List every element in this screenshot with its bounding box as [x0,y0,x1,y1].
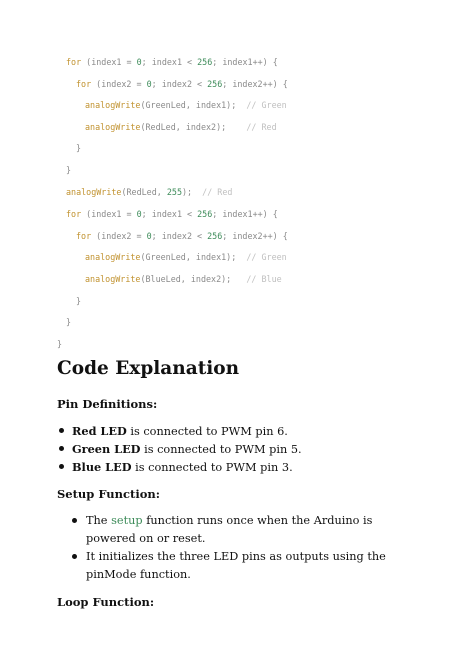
code-text: (RedLed, [121,187,167,197]
code-text: } [76,143,82,153]
code-text: } [57,339,63,349]
bullet-icon [59,428,64,433]
code-text: ; index1++) { [212,209,278,219]
code-line [85,99,287,111]
code-line [85,251,287,263]
code-line [66,56,278,68]
code-text: ; index2++) { [222,231,288,241]
code-text: ); [182,187,203,197]
code-text: (index2 = [91,79,147,89]
code-text: (index2 = [91,231,147,241]
code-line [66,316,71,328]
code-text: ; index2 < [151,231,208,241]
code-line [76,230,288,242]
bullet-icon [72,518,77,523]
bullet-icon [59,464,64,469]
code-text: (GreenLed, index1); [140,252,247,262]
code-text: (index1 = [81,57,137,67]
bullet-icon [59,446,64,451]
code-number: 256 [197,57,213,67]
code-text: } [66,317,72,327]
code-text: ; index1 < [141,209,198,219]
code-text: ; index2 < [151,79,208,89]
bullet-icon [72,554,77,559]
list-item [72,422,432,441]
code-keyword: for [76,231,92,241]
code-number: 0 [146,79,152,89]
pin-definitions-heading: Pin Definitions: [57,397,158,411]
code-keyword: analogWrite [66,187,122,197]
code-line [85,121,277,133]
setup-function-heading: Setup Function: [57,487,160,501]
code-comment: // Green [246,100,287,110]
list-item [72,458,432,477]
code-number: 255 [166,187,182,197]
code-line [76,295,81,307]
code-keyword: analogWrite [85,274,141,284]
code-text: ; index2++) { [222,79,288,89]
code-line [76,142,81,154]
code-keyword: analogWrite [85,252,141,262]
code-text: ; index1++) { [212,57,278,67]
code-keyword: for [76,79,92,89]
code-number: 256 [207,231,223,241]
code-number: 0 [136,57,142,67]
list-item [86,548,406,584]
led-description: is connected to PWM pin 3. [131,461,293,474]
led-name: Green LED [72,442,141,456]
code-comment: // Blue [246,274,282,284]
code-comment: // Red [246,122,277,132]
led-name: Blue LED [72,460,132,474]
setup-initialize-text: It initializes the three LED pins as outputs using the pinMode function. [86,550,386,581]
list-item [86,512,406,548]
code-comment: // Green [246,252,287,262]
code-text: ; index1 < [141,57,198,67]
code-text: (index1 = [81,209,137,219]
led-name: Red LED [72,424,127,438]
code-line [85,273,282,285]
code-line [66,186,232,198]
code-line [66,164,71,176]
code-line [57,338,62,350]
code-keyword: analogWrite [85,100,141,110]
code-number: 256 [197,209,213,219]
code-number: 0 [146,231,152,241]
led-description: is connected to PWM pin 5. [140,443,302,456]
code-keyword: for [66,209,82,219]
code-comment: // Red [202,187,233,197]
code-text: (GreenLed, index1); [140,100,247,110]
code-text: } [76,296,82,306]
setup-text-post: function runs once when the Arduino is powered on or reset. [86,514,373,545]
code-number: 0 [136,209,142,219]
setup-text-pre: The [86,514,112,527]
list-item [72,440,432,459]
code-keyword: analogWrite [85,122,141,132]
code-line [66,208,278,220]
loop-function-heading: Loop Function: [57,595,155,609]
code-keyword: for [66,57,82,67]
code-text: (BlueLed, index2); [140,274,247,284]
setup-keyword: setup [111,514,143,527]
code-text: } [66,165,72,175]
code-line [76,78,288,90]
led-description: is connected to PWM pin 6. [126,425,288,438]
code-text: (RedLed, index2); [140,122,247,132]
section-title: Code Explanation [57,358,240,379]
code-number: 256 [207,79,223,89]
